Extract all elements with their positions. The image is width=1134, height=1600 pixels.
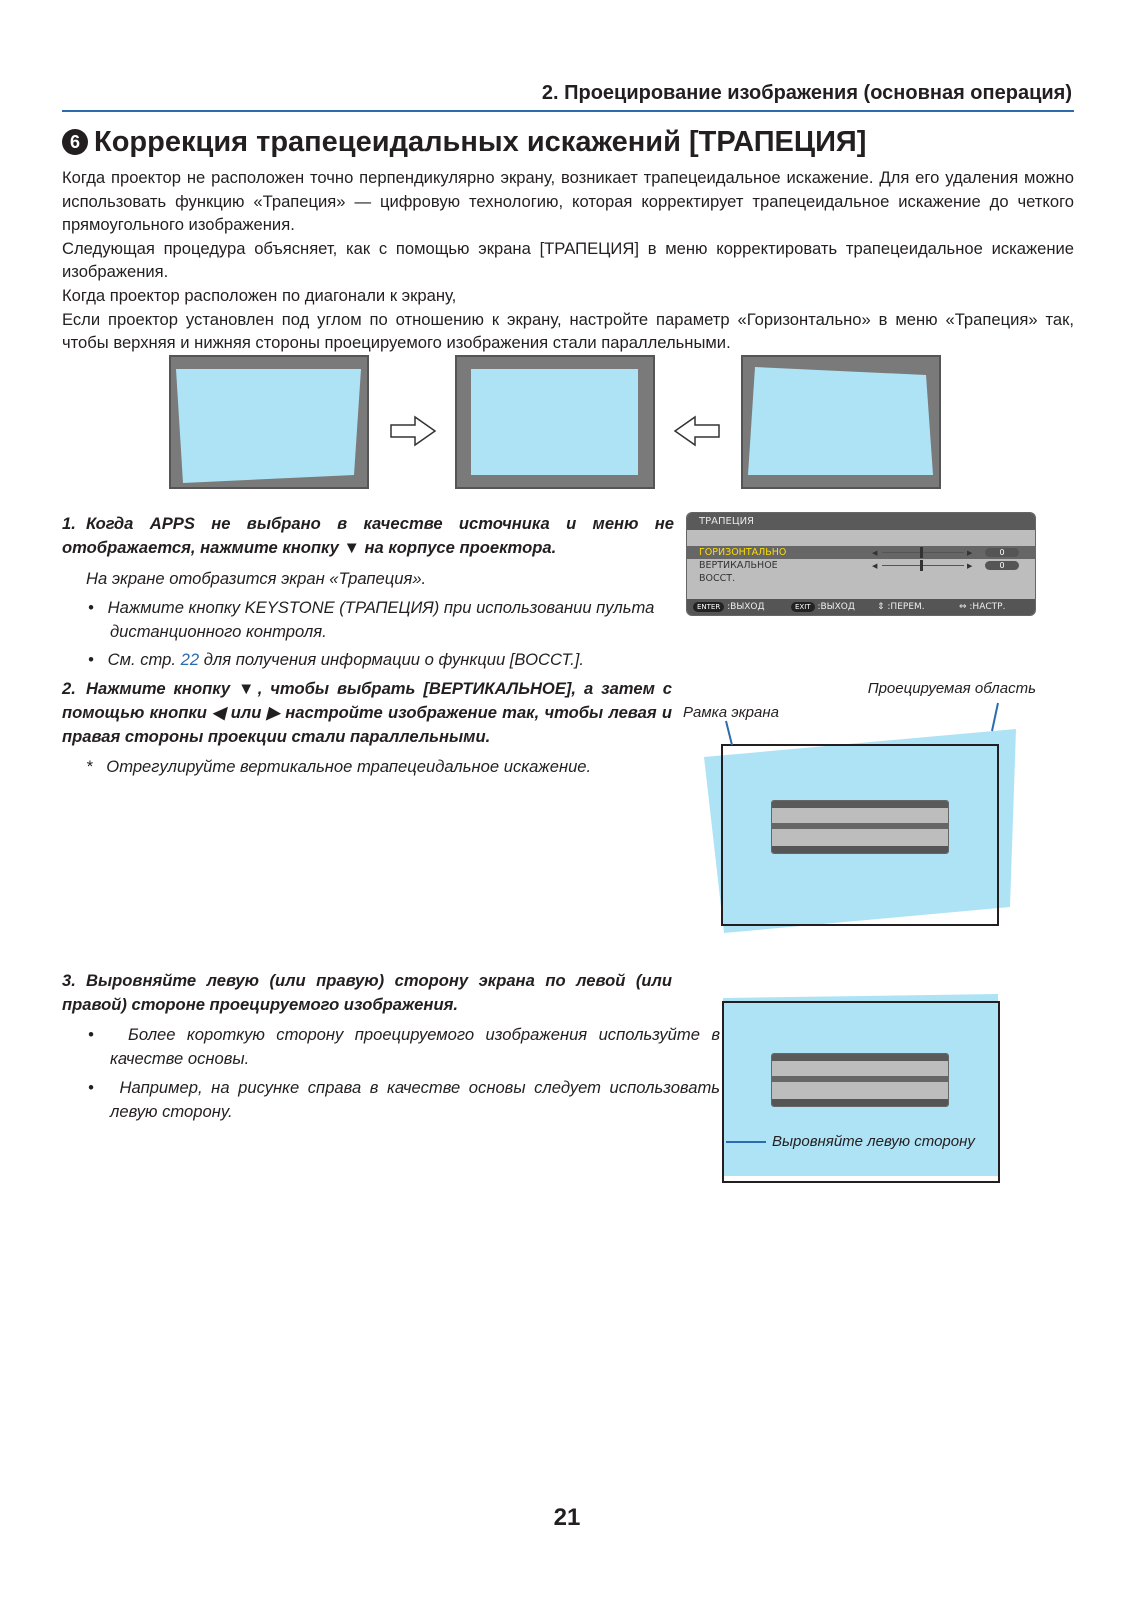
intro-paragraph-3: Когда проектор расположен по диагонали к экрану, bbox=[62, 285, 457, 305]
arrow-right-small-icon: ▶ bbox=[967, 549, 973, 557]
keystone-osd-mini-1 bbox=[771, 800, 949, 854]
osd-row-vertical-label: ВЕРТИКАЛЬНОЕ bbox=[699, 560, 778, 571]
step1-bullet-1-text: Нажмите кнопку KEYSTONE (ТРАПЕЦИЯ) при использовании пульта дистанционного контроля. bbox=[107, 598, 655, 641]
trapezoid-right-svg bbox=[743, 357, 939, 487]
step1-text bbox=[62, 512, 674, 560]
exit-label: :ВЫХОД bbox=[817, 602, 855, 612]
osd-row-reset-label: ВОССТ. bbox=[699, 573, 736, 584]
step1-number: 1. bbox=[62, 514, 76, 533]
step1-instruction: Когда APPS не выбрано в качестве источника и меню не отображается, нажмите кнопку ▼ на корпусе проектора. bbox=[62, 514, 674, 557]
section-title-text: Коррекция трапецеидальных искажений [ТРАПЕЦИЯ] bbox=[94, 126, 867, 158]
step2-text bbox=[62, 677, 672, 749]
page-number: 21 bbox=[553, 1504, 581, 1531]
intro-paragraph-1: Когда проектор не расположен точно перпендикулярно экрану, возникает трапецеидальное искажение. Для его удаления можно использовать функцию «Трапеция» — цифровую технологию, которая корректирует трапецеидальное искажение до четкого прямоугольного изображения. bbox=[62, 168, 1074, 235]
label-screen-frame: Рамка экрана bbox=[683, 704, 779, 721]
section-title bbox=[62, 126, 866, 159]
arrow-left-icon bbox=[673, 415, 721, 447]
arrow-right-small-icon: ▶ bbox=[967, 562, 973, 570]
adjust-label: ⇔ :НАСТР. bbox=[959, 602, 1006, 612]
enter-label: :ВЫХОД bbox=[727, 602, 765, 612]
step1-bullet-1: • Нажмите кнопку KEYSTONE (ТРАПЕЦИЯ) при использовании пульта дистанционного контроля. bbox=[88, 598, 655, 641]
step3-bullet-2-text: Например, на рисунке справа в качестве основы следует использовать левую сторону. bbox=[110, 1078, 720, 1121]
label-align-left: Выровняйте левую сторону bbox=[772, 1133, 975, 1150]
keystone-diagram-right bbox=[741, 355, 941, 489]
keystone-osd-mini-2 bbox=[771, 1053, 949, 1107]
arrow-left-small-icon: ◀ bbox=[872, 562, 878, 570]
vertical-slider[interactable] bbox=[882, 565, 964, 566]
osd-footer bbox=[687, 599, 1035, 615]
step1-note: На экране отобразится экран «Трапеция». bbox=[86, 569, 427, 588]
step2-instruction: Нажмите кнопку ▼, чтобы выбрать [ВЕРТИКАЛЬНОЕ], а затем с помощью кнопки ◀ или ▶ настройте изображение так, чтобы левая и правая стороны проекции стали параллельными. bbox=[62, 679, 672, 746]
keystone-osd-menu bbox=[686, 512, 1036, 616]
arrow-right-icon bbox=[389, 415, 437, 447]
keystone-diagram-center bbox=[455, 355, 655, 489]
step1-bullet-2-pre: См. стр. bbox=[107, 650, 181, 669]
step2-note: * Отрегулируйте вертикальное трапецеидальное искажение. bbox=[86, 757, 592, 776]
running-header: 2. Проецирование изображения (основная операция) bbox=[541, 82, 1072, 104]
step3-bullet-2: • Например, на рисунке справа в качестве основы следует использовать левую сторону. bbox=[88, 1078, 720, 1121]
intro-text bbox=[62, 166, 1074, 355]
step1-bullet-2: • См. стр. 22 для получения информации о функции [ВОССТ.]. bbox=[88, 650, 584, 669]
section-number-badge: 6 bbox=[62, 129, 88, 155]
rectangle-center-svg bbox=[457, 357, 653, 487]
osd-row-vertical[interactable] bbox=[687, 559, 1035, 572]
step3-bullet-1-text: Более короткую сторону проецируемого изображения используйте в качестве основы. bbox=[110, 1025, 720, 1068]
step3-bullet-1: • Более короткую сторону проецируемого изображения используйте в качестве основы. bbox=[88, 1025, 720, 1068]
header-rule bbox=[62, 110, 1074, 112]
exit-key-icon: EXIT bbox=[791, 602, 815, 612]
keystone-diagram-left bbox=[169, 355, 369, 489]
intro-paragraph-2: Следующая процедура объясняет, как с помощью экрана [ТРАПЕЦИЯ] в меню корректировать трапецеидальное искажение изображения. bbox=[62, 238, 1074, 282]
vertical-value: 0 bbox=[985, 561, 1019, 570]
arrow-left-small-icon: ◀ bbox=[872, 549, 878, 557]
page-link-22[interactable]: 22 bbox=[180, 650, 200, 669]
trapezoid-left-svg bbox=[171, 357, 367, 487]
step3-instruction: Выровняйте левую (или правую) сторону экрана по левой (или правой) стороне проецируемого изображения. bbox=[62, 971, 672, 1014]
step2-number: 2. bbox=[62, 679, 76, 698]
move-label: ⇕ :ПЕРЕМ. bbox=[877, 602, 925, 612]
osd-row-reset[interactable] bbox=[687, 572, 1035, 585]
step1-bullet-2-post: для получения информации о функции [ВОССТ.]. bbox=[199, 650, 584, 669]
osd-row-horizontal-label: ГОРИЗОНТАЛЬНО bbox=[699, 547, 787, 558]
intro-paragraph-4: Если проектор установлен под углом по отношению к экрану, настройте параметр «Горизонтально» в меню «Трапеция» так, чтобы верхняя и нижняя стороны проецируемого изображения стали параллельными. bbox=[62, 309, 1074, 353]
horizontal-slider[interactable] bbox=[882, 552, 964, 553]
enter-key-icon: ENTER bbox=[693, 602, 724, 612]
osd-title: ТРАПЕЦИЯ bbox=[687, 513, 1035, 530]
label-projected-area: Проецируемая область bbox=[867, 680, 1036, 697]
horizontal-value: 0 bbox=[985, 548, 1019, 557]
step3-text bbox=[62, 969, 672, 1017]
osd-row-horizontal[interactable] bbox=[687, 546, 1035, 559]
step3-number: 3. bbox=[62, 971, 76, 990]
